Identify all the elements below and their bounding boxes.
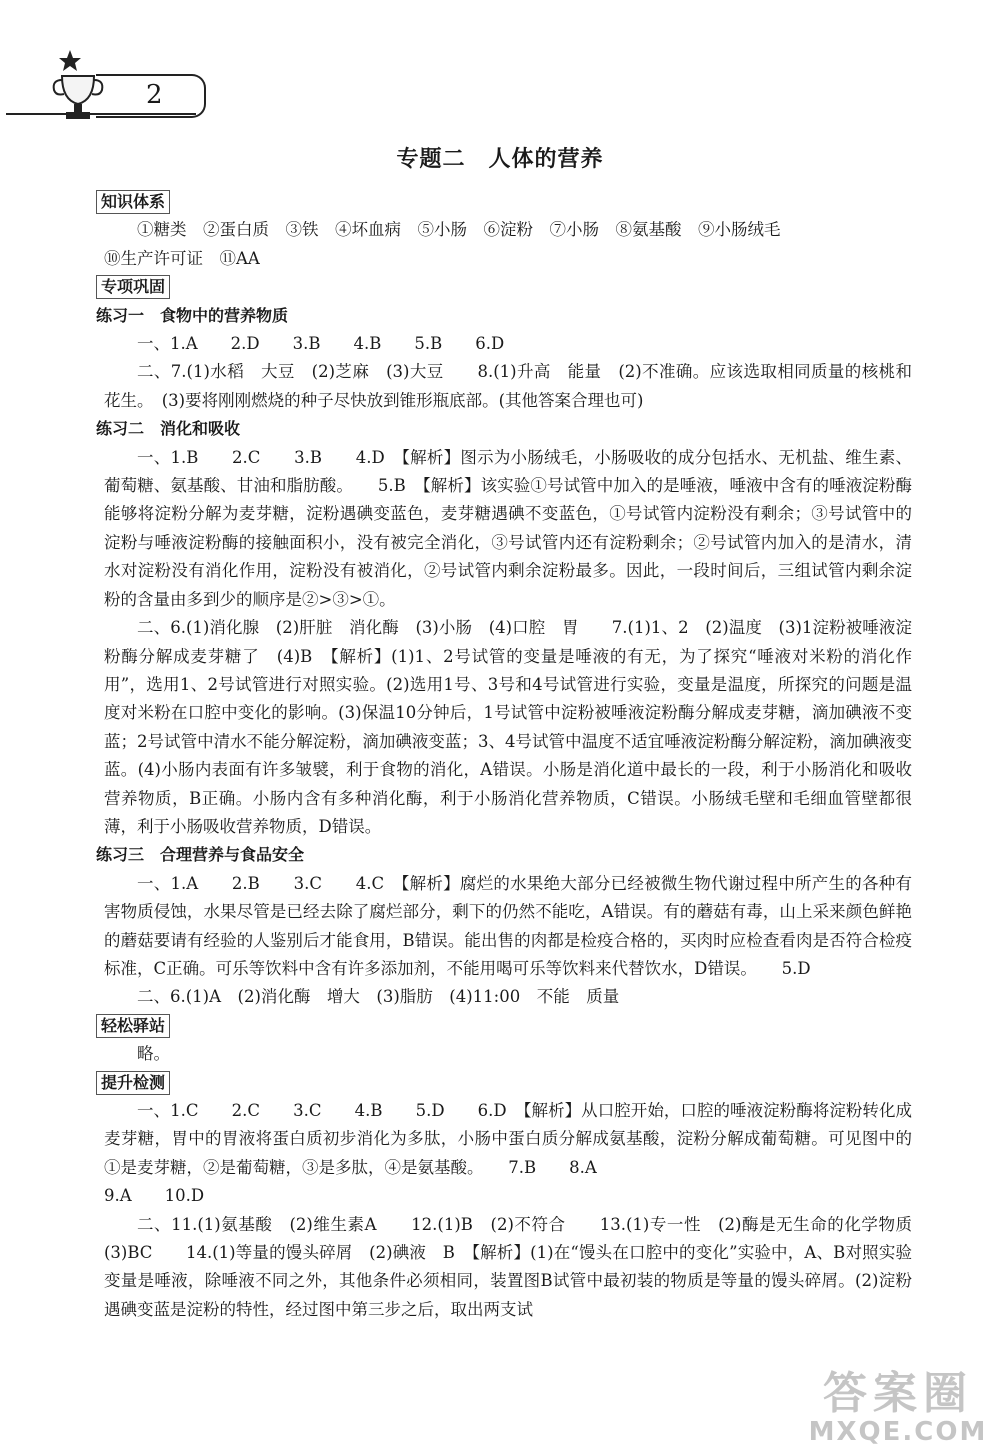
answer-content — [96, 188, 929, 1324]
answer-paragraph: 一、1.A 2.D 3.B 4.B 5.B 6.D — [137, 334, 505, 354]
section-heading-relax: 轻松驿站 — [96, 1012, 912, 1040]
answer-paragraph: 二、11.(1)氨基酸 (2)维生素A 12.(1)B (2)不符合 13.(1)专一性 (2)酶是无生命的化学物质 (3)BC 14.(1)等量的馒头碎屑 (2)碘液 B 【解析】(1)在“馒头在口腔中的变化”实验中，A、B对照实验变量是唾液，除唾液不同之外，其他条件必须相同，装置图B试管中最初装的物质是等量的馒头碎屑。(2)淀粉遇碘变蓝是淀粉的特性，经过图中第三步之后，取出两支试 — [104, 1214, 929, 1319]
page-number: 2 — [146, 80, 163, 110]
watermark-text: 答案圈 — [823, 1368, 973, 1419]
section-heading-knowledge: 知识体系 — [96, 188, 912, 216]
page-header — [0, 0, 1000, 130]
answer-paragraph: 二、6.(1)消化腺 (2)肝脏 消化酶 (3)小肠 (4)口腔 胃 7.(1)1、2 (2)温度 (3)1淀粉被唾液淀粉酶分解成麦芽糖了 (4)B 【解析】(1)1、2号试管的变量是唾液的有无，为了探究“唾液对米粉的消化作用”，选用1、2号试管进行对照实验。(2)选用1号、3号和4号试管进行实验，变量是温度，所探究的问题是温度对米粉在口腔中变化的影响。(3)保温10分钟后，1号试管中淀粉被唾液淀粉酶分解成麦芽糖，滴加碘液不变蓝；2号试管中清水不能分解淀粉，滴加碘液变蓝；3、4号试管中温度不适宜唾液淀粉酶分解淀粉，滴加碘液变蓝。(4)小肠内表面有许多皱襞，利于食物的消化，A错误。小肠是消化道中最长的一段，利于小肠消化和吸收营养物质，B正确。小肠内含有多种消化酶，利于小肠消化营养物质，C错误。小肠绒毛壁和毛细血管壁都很薄，利于小肠吸收营养物质，D错误。 — [104, 618, 912, 836]
answer-paragraph: 9.A 10.D — [104, 1186, 205, 1206]
watermark-logo — [800, 1370, 996, 1448]
section-heading-test: 提升检测 — [96, 1069, 912, 1097]
answer-paragraph: 二、6.(1)A (2)消化酶 增大 (3)脂肪 (4)11:00 不能 质量 — [137, 987, 620, 1007]
answer-paragraph: 二、7.(1)水稻 大豆 (2)芝麻 (3)大豆 8.(1)升高 能量 (2)不准确。应该选取相同质量的核桃和花生。 (3)要将刚刚燃烧的种子尽快放到锥形瓶底部。(其他答案合理也可) — [104, 362, 912, 410]
exercise-heading: 练习二 消化和吸收 — [96, 419, 241, 439]
answer-paragraph: 略。 — [137, 1044, 170, 1064]
answer-paragraph: 一、1.A 2.B 3.C 4.C 【解析】腐烂的水果绝大部分已经被微生物代谢过程中所产生的各种有害物质侵蚀，水果尽管是已经去除了腐烂部分，剩下的仍然不能吃，A错误。有的蘑菇有毒，山上采来颜色鲜艳的蘑菇要请有经验的人鉴别后才能食用，B错误。能出售的肉都是检疫合格的，买肉时应检查看肉是否符合检疫标准，C正确。可乐等饮料中含有许多添加剂，不能用喝可乐等饮料来代替饮水，D错误。 5.D — [104, 873, 912, 978]
exercise-heading: 练习三 合理营养与食品安全 — [96, 845, 305, 865]
exercise-heading: 练习一 食物中的营养物质 — [96, 305, 289, 325]
knowledge-line: ⑩生产许可证 ⑪AA — [104, 248, 260, 268]
trophy-icon — [48, 48, 108, 122]
watermark-url: MXQE.COM — [808, 1417, 988, 1447]
section-heading-consolidation: 专项巩固 — [96, 273, 912, 301]
page-title: 专题二 人体的营养 — [396, 147, 604, 172]
knowledge-line: ①糖类 ②蛋白质 ③铁 ④坏血病 ⑤小肠 ⑥淀粉 ⑦小肠 ⑧氨基酸 ⑨小肠绒毛 — [137, 220, 781, 240]
answer-paragraph: 一、1.B 2.C 3.B 4.D 【解析】图示为小肠绒毛，小肠吸收的成分包括水、无机盐、维生素、葡萄糖、氨基酸、甘油和脂肪酸。 5.B 【解析】该实验①号试管中加入的是唾液，唾液中含有的唾液淀粉酶能够将淀粉分解为麦芽糖，淀粉遇碘变蓝色，麦芽糖遇碘不变蓝色，①号试管内淀粉没有剩余；③号试管中的淀粉与唾液淀粉酶的接触面积小，没有被完全消化，③号试管内还有淀粉剩余；②号试管内加入的是清水，清水对淀粉没有消化作用，淀粉没有被消化，②号试管内剩余淀粉最多。因此，一段时间后，三组试管内剩余淀粉的含量由多到少的顺序是②>③>①。 — [104, 447, 912, 609]
answer-paragraph: 一、1.C 2.C 3.C 4.B 5.D 6.D 【解析】从口腔开始，口腔的唾液淀粉酶将淀粉转化成麦芽糖，胃中的胃液将蛋白质初步消化为多肽，小肠中蛋白质分解成氨基酸，淀粉分解成葡萄糖。可见图中的①是麦芽糖，②是葡萄糖，③是多肽，④是氨基酸。 7.B 8.A — [104, 1101, 912, 1177]
